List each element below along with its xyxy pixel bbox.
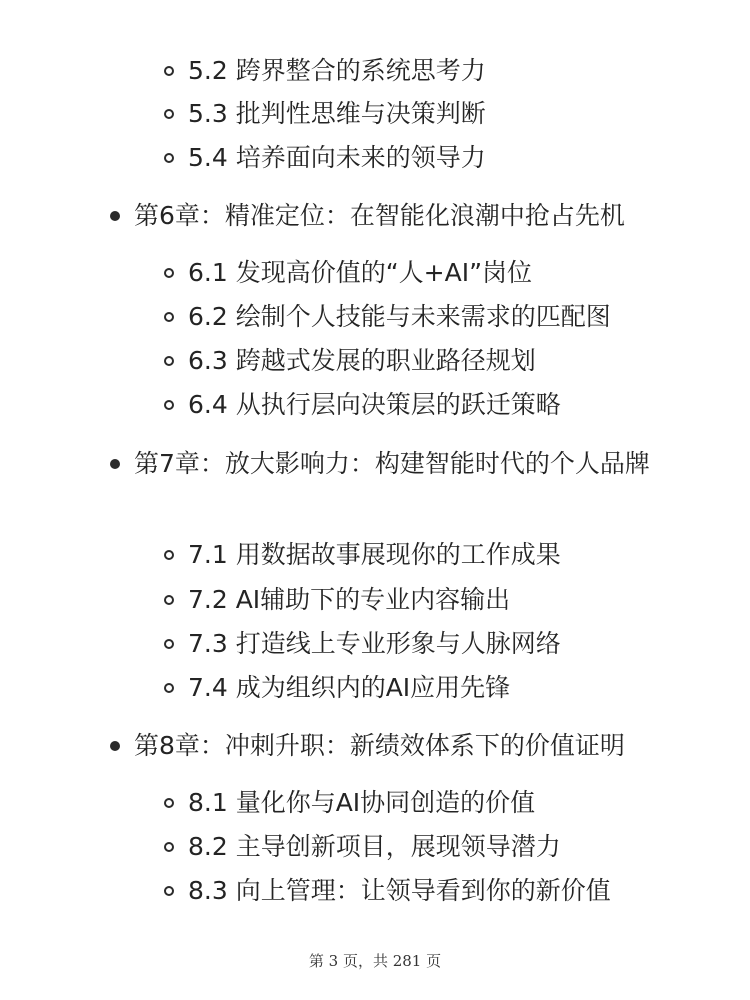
toc-item-label: 8.1 量化你与AI协同创造的价值: [188, 788, 536, 817]
toc-item-label: 7.2 AI辅助下的专业内容输出: [188, 585, 511, 614]
toc-item-label: 6.1 发现高价值的“人+AI”岗位: [188, 258, 533, 287]
chapter-title: 第6章：精准定位：在智能化浪潮中抢占先机: [134, 201, 625, 230]
hollow-bullet-icon: [164, 356, 174, 366]
page-number: 第 3 页，共 281 页: [308, 952, 442, 970]
hollow-bullet-icon: [164, 886, 174, 896]
bullet-icon: [110, 741, 120, 751]
hollow-bullet-icon: [164, 798, 174, 808]
toc-item-label: 5.2 跨界整合的系统思考力: [188, 56, 486, 85]
hollow-bullet-icon: [164, 842, 174, 852]
bullet-icon: [110, 459, 120, 469]
hollow-bullet-icon: [164, 66, 174, 76]
toc-item-label: 6.4 从执行层向决策层的跃迁策略: [188, 390, 561, 419]
hollow-bullet-icon: [164, 153, 174, 163]
hollow-bullet-icon: [164, 595, 174, 605]
bullet-icon: [110, 211, 120, 221]
toc-item-label: 5.4 培养面向未来的领导力: [188, 143, 486, 172]
hollow-bullet-icon: [164, 683, 174, 693]
chapter-title: 第8章：冲刺升职：新绩效体系下的价值证明: [134, 731, 625, 760]
hollow-bullet-icon: [164, 109, 174, 119]
toc-item-label: 8.3 向上管理：让领导看到你的新价值: [188, 876, 611, 905]
toc-item-label: 8.2 主导创新项目，展现领导潜力: [188, 832, 561, 861]
hollow-bullet-icon: [164, 268, 174, 278]
hollow-bullet-icon: [164, 312, 174, 322]
toc-item-label: 7.3 打造线上专业形象与人脉网络: [188, 629, 561, 658]
toc-item-label: 7.4 成为组织内的AI应用先锋: [188, 673, 511, 702]
toc-item-label: 7.1 用数据故事展现你的工作成果: [188, 540, 561, 569]
chapter-title: 第7章：放大影响力：构建智能时代的个人品牌: [134, 449, 650, 478]
hollow-bullet-icon: [164, 639, 174, 649]
hollow-bullet-icon: [164, 400, 174, 410]
hollow-bullet-icon: [164, 550, 174, 560]
toc-item-label: 6.3 跨越式发展的职业路径规划: [188, 346, 536, 375]
toc-item-label: 6.2 绘制个人技能与未来需求的匹配图: [188, 302, 611, 331]
toc-item-label: 5.3 批判性思维与决策判断: [188, 99, 486, 128]
